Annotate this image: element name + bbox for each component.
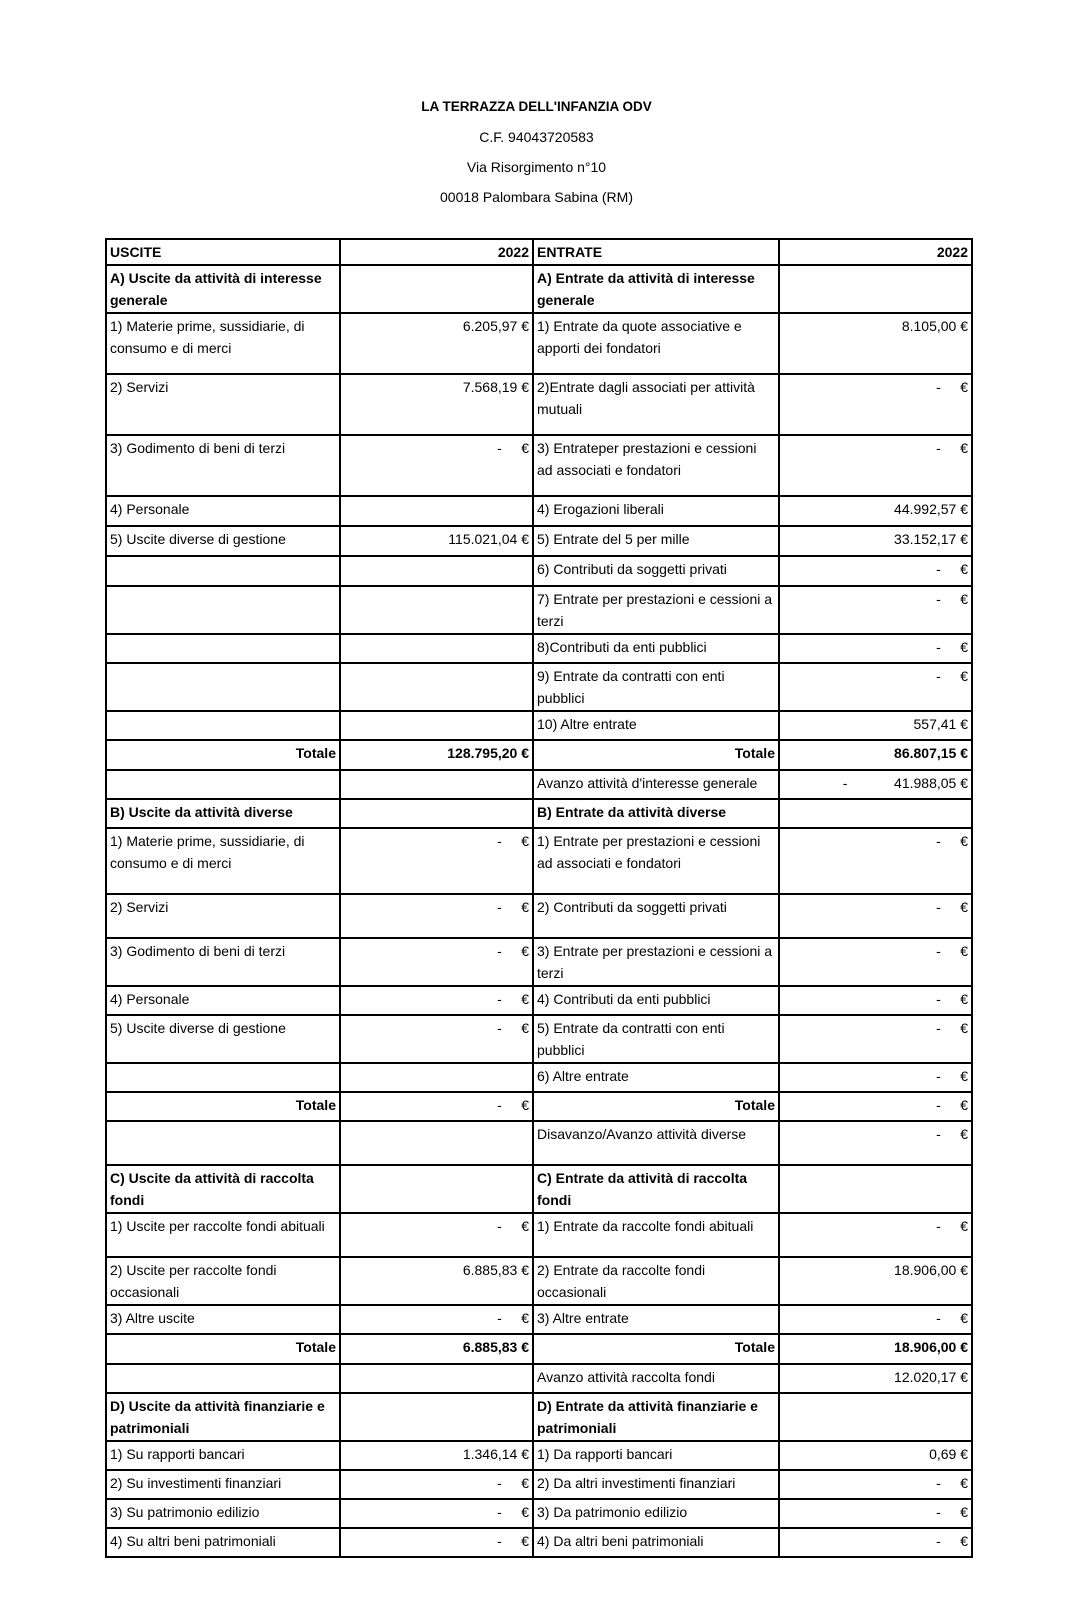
table-row — [106, 1441, 972, 1470]
uscite-label — [106, 556, 340, 586]
document-header — [0, 92, 1073, 212]
entrate-label: Totale — [533, 1334, 779, 1364]
table-row — [106, 1528, 972, 1557]
table-row — [106, 239, 972, 265]
uscite-label — [106, 586, 340, 634]
uscite-amount: - € — [340, 828, 533, 894]
uscite-amount — [340, 711, 533, 740]
entrate-label: B) Entrate da attività diverse — [533, 799, 779, 828]
uscite-amount — [340, 496, 533, 526]
entrate-amount: - € — [779, 1499, 972, 1528]
entrate-amount: 2022 — [779, 239, 972, 265]
table-row — [106, 799, 972, 828]
uscite-amount — [340, 634, 533, 663]
uscite-amount — [340, 1121, 533, 1165]
uscite-label: C) Uscite da attività di raccolta fondi — [106, 1165, 340, 1213]
entrate-amount: 0,69 € — [779, 1441, 972, 1470]
uscite-label: 1) Su rapporti bancari — [106, 1441, 340, 1470]
table-row — [106, 1257, 972, 1305]
uscite-label: 2) Su investimenti finanziari — [106, 1470, 340, 1499]
entrate-amount: - € — [779, 986, 972, 1015]
address-street: Via Risorgimento n°10 — [466, 159, 607, 175]
uscite-label — [106, 770, 340, 799]
entrate-label: 3) Entrate per prestazioni e cessioni a terzi — [533, 938, 779, 986]
entrate-label: 1) Da rapporti bancari — [533, 1441, 779, 1470]
entrate-label: 4) Da altri beni patrimoniali — [533, 1528, 779, 1557]
table-row — [106, 1092, 972, 1121]
uscite-label: 1) Materie prime, sussidiarie, di consumo e di merci — [106, 828, 340, 894]
entrate-label: 3) Entrateper prestazioni e cessioni ad associati e fondatori — [533, 435, 779, 496]
table-row — [106, 663, 972, 711]
uscite-label: 5) Uscite diverse di gestione — [106, 526, 340, 556]
uscite-amount: - € — [340, 1015, 533, 1063]
entrate-label: 4) Contributi da enti pubblici — [533, 986, 779, 1015]
entrate-amount: 557,41 € — [779, 711, 972, 740]
uscite-amount: - € — [340, 1499, 533, 1528]
table-row — [106, 1165, 972, 1213]
uscite-amount: 7.568,19 € — [340, 374, 533, 435]
entrate-amount: - € — [779, 1305, 972, 1334]
entrate-label: 3) Altre entrate — [533, 1305, 779, 1334]
entrate-amount — [779, 1393, 972, 1441]
uscite-label: 3) Su patrimonio edilizio — [106, 1499, 340, 1528]
uscite-label: Totale — [106, 1092, 340, 1121]
uscite-amount: - € — [340, 986, 533, 1015]
table-row — [106, 1470, 972, 1499]
entrate-label: D) Entrate da attività finanziarie e patrimoniali — [533, 1393, 779, 1441]
uscite-amount — [340, 1364, 533, 1393]
table-row — [106, 1334, 972, 1364]
entrate-amount: - € — [779, 1092, 972, 1121]
uscite-amount: - € — [340, 1470, 533, 1499]
entrate-label: ENTRATE — [533, 239, 779, 265]
entrate-amount: - € — [779, 374, 972, 435]
uscite-amount: 2022 — [340, 239, 533, 265]
table-row — [106, 1499, 972, 1528]
table-row — [106, 986, 972, 1015]
uscite-amount — [340, 770, 533, 799]
uscite-label: 4) Personale — [106, 986, 340, 1015]
table-row — [106, 938, 972, 986]
uscite-amount — [340, 1165, 533, 1213]
entrate-label: 3) Da patrimonio edilizio — [533, 1499, 779, 1528]
address-city: 00018 Palombara Sabina (RM) — [440, 189, 633, 205]
uscite-label: 1) Materie prime, sussidiarie, di consumo e di merci — [106, 313, 340, 374]
entrate-label: 10) Altre entrate — [533, 711, 779, 740]
table-row — [106, 496, 972, 526]
uscite-label — [106, 1063, 340, 1092]
uscite-amount: 6.205,97 € — [340, 313, 533, 374]
entrate-amount: - € — [779, 938, 972, 986]
table-row — [106, 1015, 972, 1063]
entrate-label: 5) Entrate da contratti con enti pubblici — [533, 1015, 779, 1063]
entrate-amount — [779, 265, 972, 313]
table-row — [106, 828, 972, 894]
table-row — [106, 1305, 972, 1334]
organization-name: LA TERRAZZA DELL'INFANZIA ODV — [421, 99, 652, 114]
entrate-amount: - € — [779, 435, 972, 496]
uscite-amount — [340, 265, 533, 313]
entrate-label: Totale — [533, 1092, 779, 1121]
entrate-label: 1) Entrate per prestazioni e cessioni ad associati e fondatori — [533, 828, 779, 894]
uscite-amount — [340, 663, 533, 711]
entrate-label: 2) Entrate da raccolte fondi occasionali — [533, 1257, 779, 1305]
entrate-label: 2)Entrate dagli associati per attività mutuali — [533, 374, 779, 435]
entrate-amount — [779, 1165, 972, 1213]
uscite-label: Totale — [106, 740, 340, 770]
uscite-amount: - € — [340, 894, 533, 938]
table-row — [106, 1213, 972, 1257]
uscite-amount — [340, 586, 533, 634]
table-row — [106, 1364, 972, 1393]
entrate-amount: - € — [779, 1213, 972, 1257]
uscite-amount: - € — [340, 938, 533, 986]
entrate-label: 6) Contributi da soggetti privati — [533, 556, 779, 586]
uscite-label: 1) Uscite per raccolte fondi abituali — [106, 1213, 340, 1257]
table-row — [106, 1121, 972, 1165]
entrate-amount: - € — [779, 1015, 972, 1063]
entrate-label: A) Entrate da attività di interesse generale — [533, 265, 779, 313]
entrate-amount: - € — [779, 894, 972, 938]
entrate-label: 8)Contributi da enti pubblici — [533, 634, 779, 663]
uscite-label: 3) Godimento di beni di terzi — [106, 938, 340, 986]
uscite-amount: 6.885,83 € — [340, 1257, 533, 1305]
uscite-amount: 128.795,20 € — [340, 740, 533, 770]
uscite-label: 2) Servizi — [106, 374, 340, 435]
entrate-label: 5) Entrate del 5 per mille — [533, 526, 779, 556]
uscite-amount: - € — [340, 1213, 533, 1257]
uscite-label — [106, 1121, 340, 1165]
table-row — [106, 526, 972, 556]
table-row — [106, 711, 972, 740]
entrate-label: 7) Entrate per prestazioni e cessioni a terzi — [533, 586, 779, 634]
uscite-amount: - € — [340, 1528, 533, 1557]
entrate-amount: - € — [779, 663, 972, 711]
uscite-amount: - € — [340, 1305, 533, 1334]
table-row — [106, 313, 972, 374]
entrate-label: Avanzo attività d'interesse generale — [533, 770, 779, 799]
uscite-label — [106, 634, 340, 663]
uscite-label: 3) Altre uscite — [106, 1305, 340, 1334]
entrate-label: 6) Altre entrate — [533, 1063, 779, 1092]
entrate-amount: - € — [779, 1470, 972, 1499]
uscite-amount — [340, 1393, 533, 1441]
uscite-label — [106, 1364, 340, 1393]
entrate-amount: 33.152,17 € — [779, 526, 972, 556]
uscite-label: 2) Uscite per raccolte fondi occasionali — [106, 1257, 340, 1305]
entrate-amount: - € — [779, 1528, 972, 1557]
table-row — [106, 770, 972, 799]
table-row — [106, 894, 972, 938]
uscite-label: 4) Su altri beni patrimoniali — [106, 1528, 340, 1557]
entrate-amount: 86.807,15 € — [779, 740, 972, 770]
entrate-label: 2) Da altri investimenti finanziari — [533, 1470, 779, 1499]
uscite-label: Totale — [106, 1334, 340, 1364]
uscite-label: D) Uscite da attività finanziarie e patrimoniali — [106, 1393, 340, 1441]
uscite-amount — [340, 1063, 533, 1092]
rendiconto-table — [105, 238, 973, 1558]
uscite-label: 5) Uscite diverse di gestione — [106, 1015, 340, 1063]
rendiconto-body — [106, 239, 972, 1557]
entrate-label: 9) Entrate da contratti con enti pubblici — [533, 663, 779, 711]
uscite-label: A) Uscite da attività di interesse generale — [106, 265, 340, 313]
uscite-amount — [340, 799, 533, 828]
entrate-label: Totale — [533, 740, 779, 770]
uscite-amount: 115.021,04 € — [340, 526, 533, 556]
table-row — [106, 374, 972, 435]
table-row — [106, 740, 972, 770]
table-row — [106, 435, 972, 496]
uscite-label: B) Uscite da attività diverse — [106, 799, 340, 828]
entrate-amount: - € — [779, 1121, 972, 1165]
entrate-amount: - € — [779, 828, 972, 894]
entrate-label: Avanzo attività raccolta fondi — [533, 1364, 779, 1393]
entrate-label: C) Entrate da attività di raccolta fondi — [533, 1165, 779, 1213]
entrate-label: Disavanzo/Avanzo attività diverse — [533, 1121, 779, 1165]
uscite-label — [106, 663, 340, 711]
uscite-label: 4) Personale — [106, 496, 340, 526]
entrate-amount: - 41.988,05 € — [779, 770, 972, 799]
uscite-amount — [340, 556, 533, 586]
entrate-label: 1) Entrate da raccolte fondi abituali — [533, 1213, 779, 1257]
table-row — [106, 1393, 972, 1441]
entrate-amount: 44.992,57 € — [779, 496, 972, 526]
table-row — [106, 634, 972, 663]
table-row — [106, 586, 972, 634]
entrate-label: 4) Erogazioni liberali — [533, 496, 779, 526]
table-row — [106, 1063, 972, 1092]
fiscal-code: C.F. 94043720583 — [479, 129, 594, 145]
uscite-amount: 6.885,83 € — [340, 1334, 533, 1364]
entrate-amount: 8.105,00 € — [779, 313, 972, 374]
entrate-label: 2) Contributi da soggetti privati — [533, 894, 779, 938]
entrate-amount: - € — [779, 556, 972, 586]
entrate-amount: 18.906,00 € — [779, 1257, 972, 1305]
table-row — [106, 265, 972, 313]
entrate-amount: - € — [779, 634, 972, 663]
uscite-amount: 1.346,14 € — [340, 1441, 533, 1470]
entrate-amount — [779, 799, 972, 828]
entrate-amount: - € — [779, 1063, 972, 1092]
entrate-label: 1) Entrate da quote associative e apporti dei fondatori — [533, 313, 779, 374]
uscite-label — [106, 711, 340, 740]
table-row — [106, 556, 972, 586]
uscite-amount: - € — [340, 435, 533, 496]
uscite-amount: - € — [340, 1092, 533, 1121]
entrate-amount: 12.020,17 € — [779, 1364, 972, 1393]
entrate-amount: 18.906,00 € — [779, 1334, 972, 1364]
uscite-label: USCITE — [106, 239, 340, 265]
uscite-label: 2) Servizi — [106, 894, 340, 938]
uscite-label: 3) Godimento di beni di terzi — [106, 435, 340, 496]
entrate-amount: - € — [779, 586, 972, 634]
